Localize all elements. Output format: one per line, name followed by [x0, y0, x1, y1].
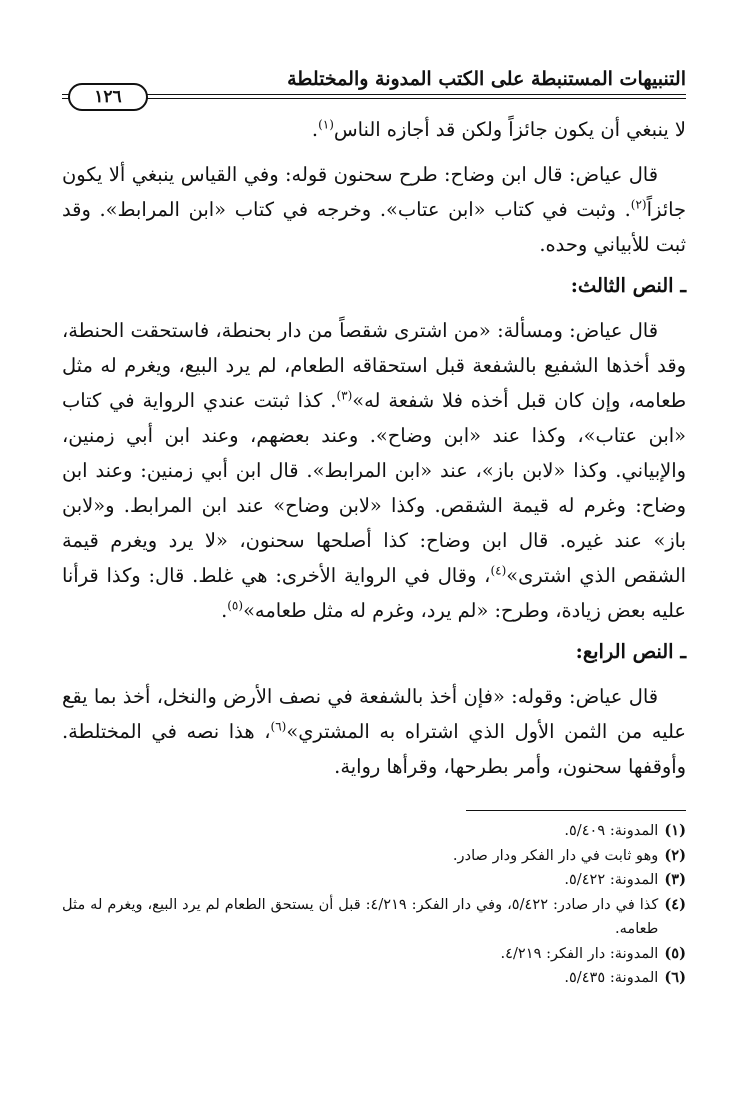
footnote [62, 844, 686, 869]
footnote-number: (١) [664, 822, 686, 839]
paragraph-3-text: قال عياض: ومسألة: «من اشترى شقصاً من دار بحنطة، فاستحقت الحنطة، وقد أخذها الشفيع بالشفعة قبل استحقاقه الطعام، لم يرد البيع، ويغرم له مثل طعامه، وإن كان قبل أخذه فلا شفعة له» [62, 319, 686, 412]
paragraph-3-text-cont: . كذا ثبتت عندي الرواية في كتاب «ابن عتاب»، وكذا عند «ابن وضاح». وعند بعضهم، وعند ابن أبي زمنين، والإبياني. وكذا «لابن باز»، عند «ابن المرابط». قال ابن أبي زمنين: وعند ابن وضاح: وغرم له قيمة الشقص. وكذا «لابن وضاح» عند ابن المرابط. و«لابن باز» عند غيره. قال ابن وضاح: كذا أصلحها سحنون، «لا يرد ويغرم قيمة الشقص الذي اشترى» [62, 389, 686, 587]
footnote-number: (٣) [664, 871, 686, 888]
footnote-number: (٤) [664, 895, 686, 913]
book-page [62, 62, 686, 991]
paragraph-1-text: لا ينبغي أن يكون جائزاً ولكن قد أجازه الناس [333, 118, 686, 141]
footnote-divider [466, 810, 686, 811]
paragraph-1 [62, 112, 686, 147]
footnote [62, 942, 686, 967]
section-heading-3: ـ النص الثالث: [570, 274, 686, 297]
page-number [68, 83, 148, 111]
header-rule-double [62, 98, 686, 99]
footnote-text: المدونة: ٥/٤٠٩. [564, 822, 659, 839]
footnote [62, 868, 686, 893]
footnote-ref-3: (٣) [336, 388, 353, 403]
page-header [62, 62, 686, 107]
section-heading-4: ـ النص الرابع: [575, 640, 686, 663]
footnote [62, 966, 686, 991]
running-title: التنبيهات المستنبطة على الكتب المدونة والمختلطة [287, 68, 686, 90]
footnote-number: (٥) [664, 944, 686, 962]
paragraph-2 [62, 157, 686, 262]
footnote [62, 893, 686, 942]
footnote-ref-1: (١) [318, 117, 334, 132]
footnotes [62, 819, 686, 991]
footnote-number: (٦) [664, 969, 686, 986]
footnote-text: المدونة: ٥/٤٢٢. [564, 871, 659, 888]
paragraph-3-text-cont2: ، وقال في الرواية الأخرى: هي غلط. قال: وكذا قرأنا عليه بعض زيادة، وطرح: «لم يرد، وغرم له مثل طعامه» [62, 564, 686, 622]
paragraph-2-text: قال عياض: قال ابن وضاح: طرح سحنون قوله: وفي القياس ينبغي ألا يكون جائزاً [62, 163, 686, 221]
paragraph-4-text-cont: ، هذا نصه في المختلطة. وأوقفها سحنون، وأمر بطرحها، وقرأها رواية. [62, 720, 686, 778]
footnote [62, 819, 686, 844]
paragraph-2-text-cont: . وثبت في كتاب «ابن عتاب». وخرجه في كتاب «ابن المرابط». وقد ثبت للأبياني وحده. [62, 198, 686, 256]
footnote-number: (٢) [664, 846, 686, 864]
footnote-ref-6: (٦) [270, 719, 287, 734]
footnote-text: كذا في دار صادر: ٥/٤٢٢، وفي دار الفكر: ٤/٢١٩: قبل أن يستحق الطعام لم يرد البيع، ويغرم له مثل طعامه. [62, 895, 659, 937]
paragraph-3-end: . [221, 599, 228, 622]
footnote-ref-4: (٤) [490, 563, 507, 578]
paragraph-1-end: . [311, 118, 319, 141]
header-rule [62, 94, 686, 95]
page-number-text: ١٢٦ [94, 87, 122, 107]
main-text [62, 112, 686, 784]
footnote-text: المدونة: دار الفكر: ٤/٢١٩. [500, 944, 659, 962]
paragraph-3 [62, 313, 686, 628]
footnote-text: وهو ثابت في دار الفكر ودار صادر. [452, 846, 659, 864]
footnote-ref-5: (٥) [227, 598, 244, 613]
paragraph-4 [62, 679, 686, 784]
paragraph-4-text: قال عياض: وقوله: «فإن أخذ بالشفعة في نصف الأرض والنخل، أخذ بما يقع عليه من الثمن الأول الذي اشتراه به المشتري» [62, 685, 686, 743]
footnote-ref-2: (٢) [630, 197, 647, 212]
footnote-text: المدونة: ٥/٤٣٥. [564, 969, 659, 986]
